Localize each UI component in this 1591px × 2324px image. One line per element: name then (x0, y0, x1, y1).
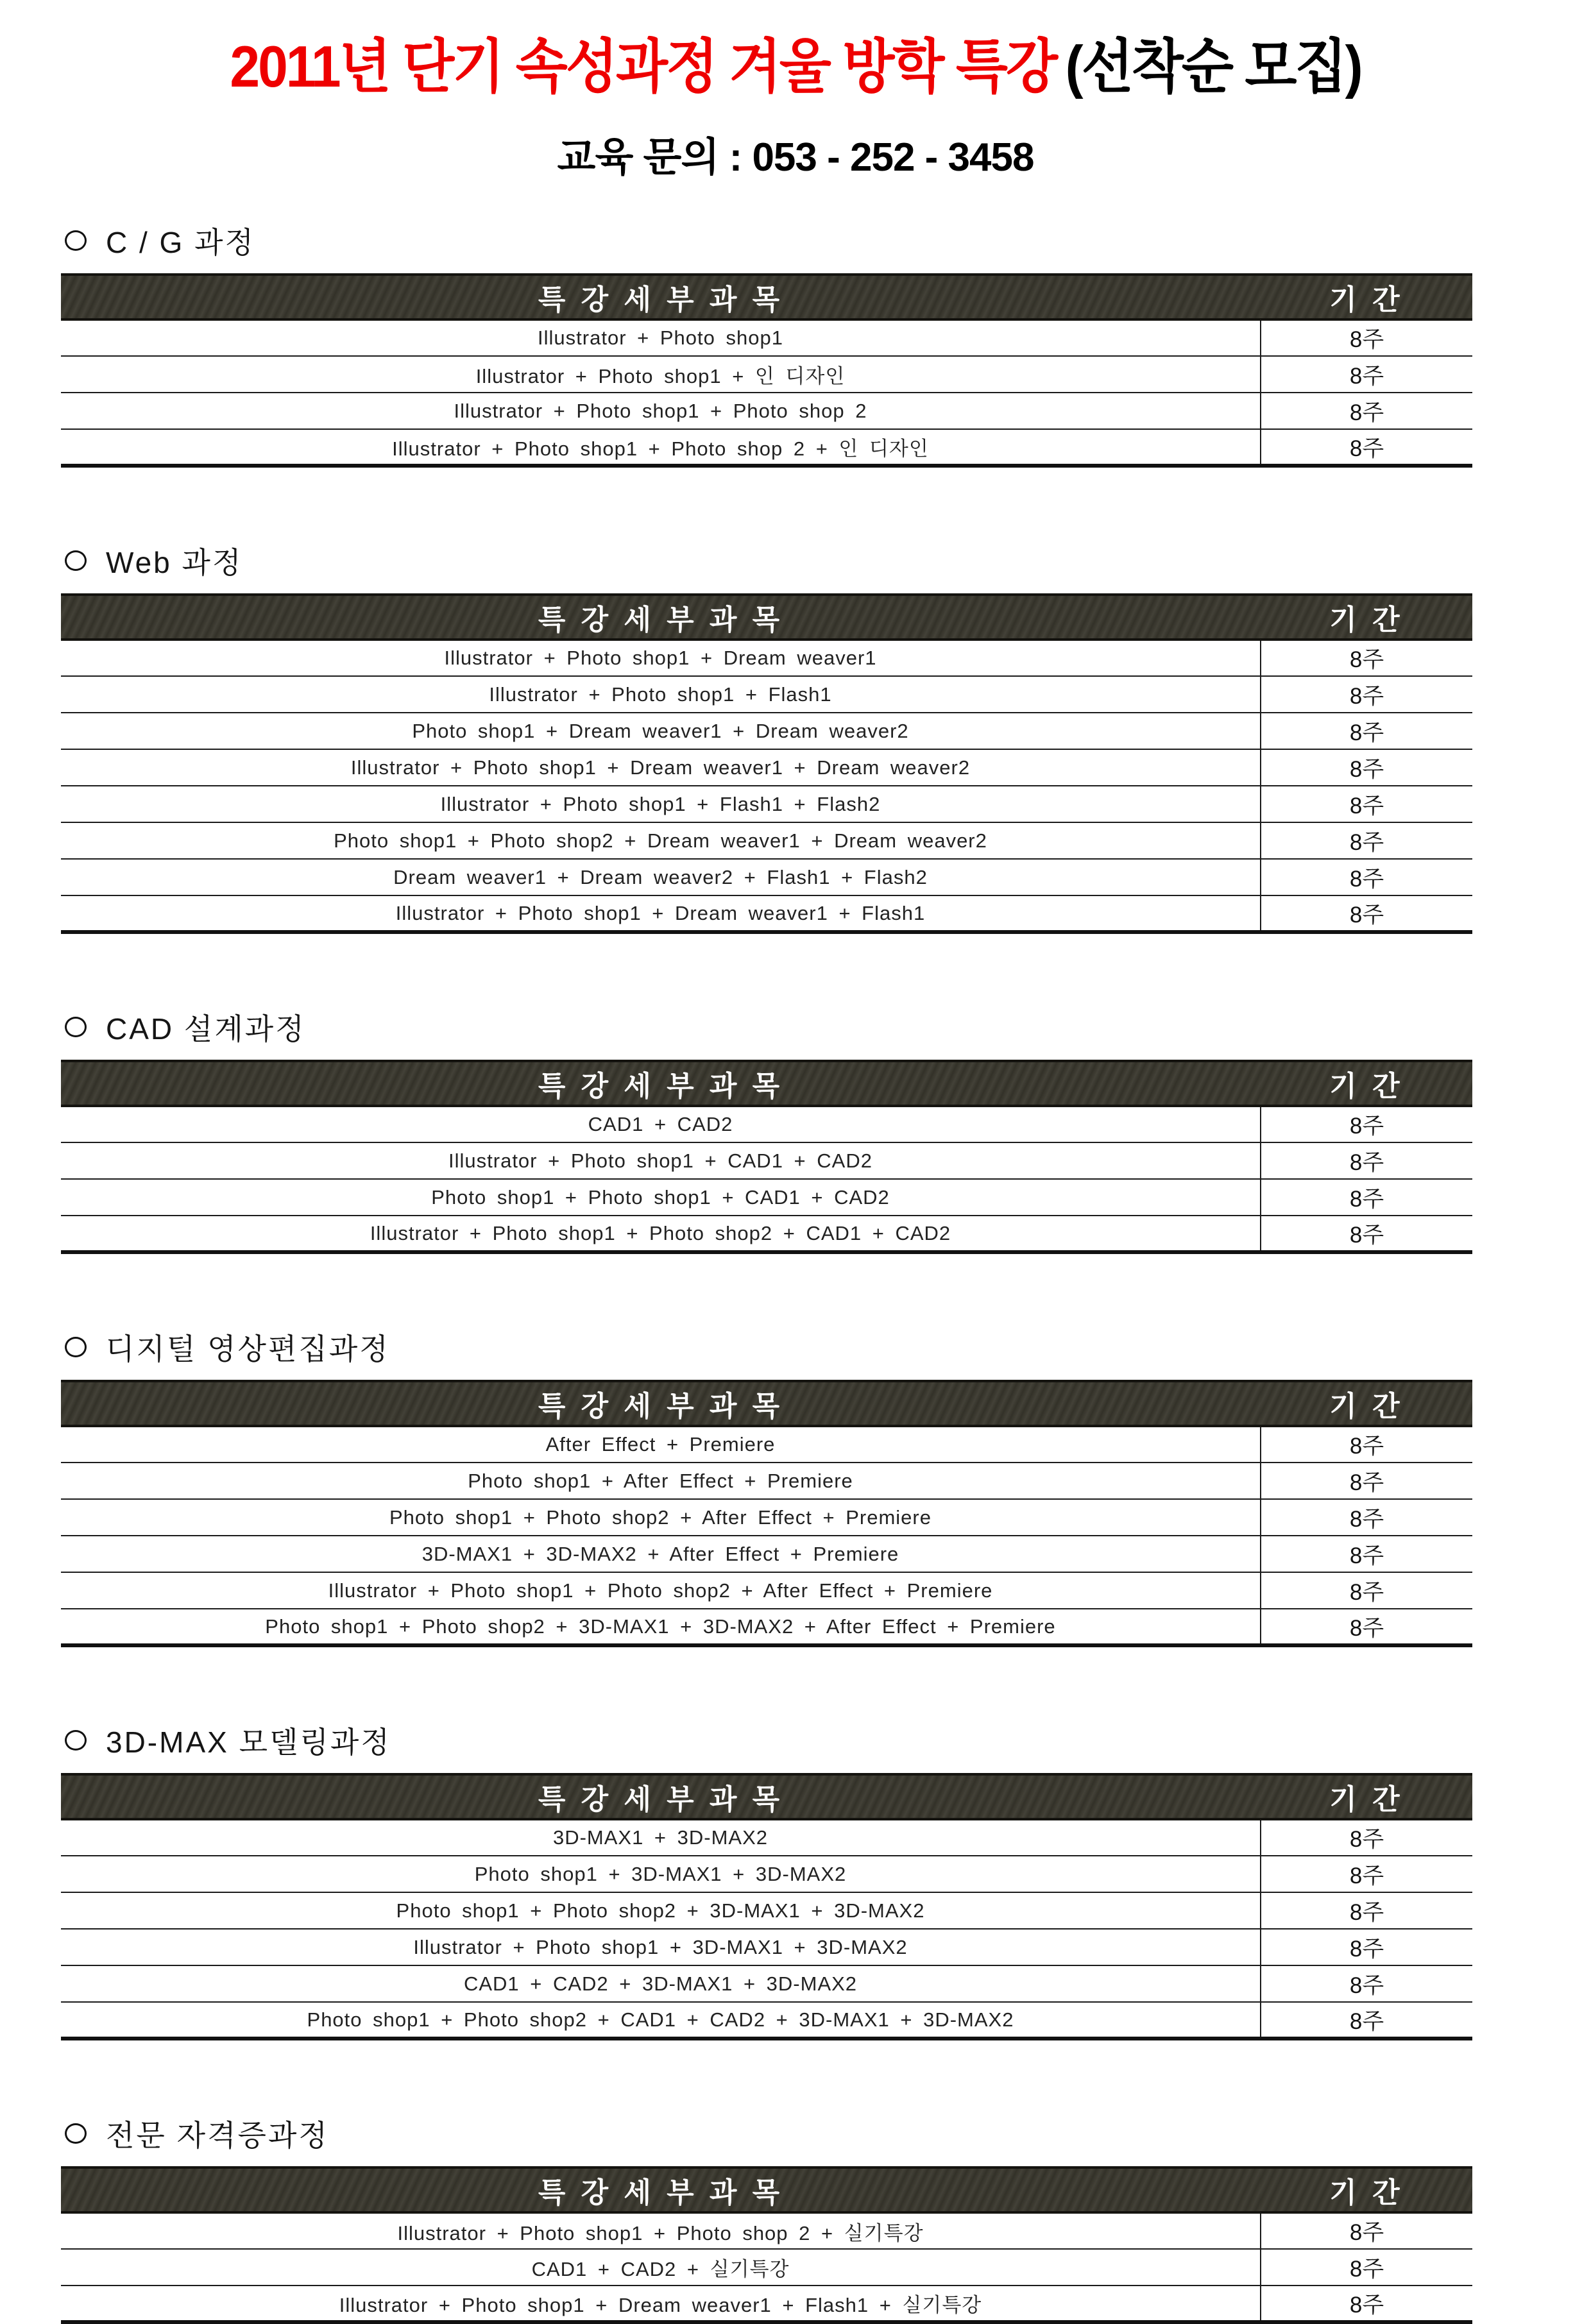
course-duration-cell: 8주 (1261, 786, 1472, 822)
course-duration-cell: 8주 (1261, 1892, 1472, 1929)
table-header-row (61, 1381, 1472, 1426)
course-subject-cell: Photo shop1 + Photo shop2 + Dream weaver1 + Dream weaver2 (61, 822, 1261, 859)
table-row (61, 2212, 1472, 2249)
course-duration-cell: 8주 (1261, 676, 1472, 713)
table-row (61, 2002, 1472, 2039)
table-row (61, 1929, 1472, 1965)
column-header-subject: 특 강 세 부 과 목 (61, 1774, 1261, 1819)
section-title (65, 1326, 1472, 1368)
course-subject-cell: Photo shop1 + Photo shop2 + 3D-MAX1 + 3D-MAX2 (61, 1892, 1261, 1929)
section-title (65, 1719, 1472, 1761)
table-row (61, 1179, 1472, 1216)
table-row (61, 2286, 1472, 2322)
table-row (61, 393, 1472, 429)
course-subject-cell: Illustrator + Photo shop1 + Photo shop 2 + 실기특강 (61, 2212, 1261, 2249)
course-section (61, 219, 1472, 468)
column-header-subject: 특 강 세 부 과 목 (61, 595, 1261, 640)
course-duration-cell: 8주 (1261, 1856, 1472, 1892)
column-header-duration: 기 간 (1261, 595, 1472, 640)
course-subject-cell: Photo shop1 + Dream weaver1 + Dream weaver2 (61, 713, 1261, 749)
course-duration-cell: 8주 (1261, 2212, 1472, 2249)
table-header-row (61, 2167, 1472, 2212)
course-subject-cell: Photo shop1 + Photo shop2 + After Effect + Premiere (61, 1499, 1261, 1536)
course-duration-cell: 8주 (1261, 1499, 1472, 1536)
course-subject-cell: Illustrator + Photo shop1 (61, 319, 1261, 356)
column-header-duration: 기 간 (1261, 1381, 1472, 1426)
course-section (61, 1006, 1472, 1254)
column-header-subject: 특 강 세 부 과 목 (61, 2167, 1261, 2212)
course-subject-cell: Illustrator + Photo shop1 + Flash1 + Flash2 (61, 786, 1261, 822)
course-duration-cell: 8주 (1261, 1609, 1472, 1645)
table-header-row (61, 1774, 1472, 1819)
contact-phone-line: 교육 문의 : 053 - 252 - 3458 (557, 135, 1034, 180)
table-row (61, 1426, 1472, 1463)
section-title (65, 539, 1472, 582)
course-table (61, 593, 1472, 934)
course-duration-cell: 8주 (1261, 1536, 1472, 1572)
course-duration-cell: 8주 (1261, 356, 1472, 393)
course-subject-cell: Illustrator + Photo shop1 + Photo shop2 + After Effect + Premiere (61, 1572, 1261, 1609)
course-section (61, 539, 1472, 934)
table-row (61, 749, 1472, 786)
circle-bullet-icon (65, 230, 87, 251)
course-duration-cell: 8주 (1261, 1572, 1472, 1609)
course-subject-cell: Photo shop1 + 3D-MAX1 + 3D-MAX2 (61, 1856, 1261, 1892)
column-header-subject: 특 강 세 부 과 목 (61, 275, 1261, 319)
course-subject-cell: Illustrator + Photo shop1 + 인 디자인 (61, 356, 1261, 393)
column-header-subject: 특 강 세 부 과 목 (61, 1061, 1261, 1106)
course-duration-cell: 8주 (1261, 1426, 1472, 1463)
table-row (61, 429, 1472, 466)
page-title-main: 2011년 단기 속성과정 겨울 방학 특강 (230, 33, 1057, 99)
table-row (61, 319, 1472, 356)
table-row (61, 1106, 1472, 1142)
course-subject-cell: Illustrator + Photo shop1 + Photo shop2 + CAD1 + CAD2 (61, 1216, 1261, 1252)
course-section (61, 1719, 1472, 2040)
table-header-row (61, 275, 1472, 319)
course-table (61, 1060, 1472, 1254)
course-subject-cell: Photo shop1 + Photo shop2 + CAD1 + CAD2 + 3D-MAX1 + 3D-MAX2 (61, 2002, 1261, 2039)
course-duration-cell: 8주 (1261, 1463, 1472, 1499)
page-title (0, 0, 1591, 101)
table-row (61, 1572, 1472, 1609)
table-row (61, 1536, 1472, 1572)
course-section (61, 1326, 1472, 1647)
section-title (65, 2112, 1472, 2155)
table-row (61, 786, 1472, 822)
section-title-label: C / G 과정 (106, 226, 255, 259)
course-subject-cell: Illustrator + Photo shop1 + Dream weaver1 + Dream weaver2 (61, 749, 1261, 786)
section-title (65, 1006, 1472, 1048)
course-subject-cell: Photo shop1 + Photo shop2 + 3D-MAX1 + 3D-MAX2 + After Effect + Premiere (61, 1609, 1261, 1645)
table-row (61, 859, 1472, 895)
table-header-row (61, 1061, 1472, 1106)
table-row (61, 1609, 1472, 1645)
table-row (61, 713, 1472, 749)
course-subject-cell: Illustrator + Photo shop1 + Photo shop 2 (61, 393, 1261, 429)
course-subject-cell: After Effect + Premiere (61, 1426, 1261, 1463)
course-section (61, 2112, 1472, 2324)
column-header-duration: 기 간 (1261, 1774, 1472, 1819)
course-duration-cell: 8주 (1261, 319, 1472, 356)
course-duration-cell: 8주 (1261, 640, 1472, 676)
circle-bullet-icon (65, 1337, 87, 1357)
course-subject-cell: Illustrator + Photo shop1 + 3D-MAX1 + 3D-MAX2 (61, 1929, 1261, 1965)
circle-bullet-icon (65, 1017, 87, 1037)
section-title-label: 전문 자격증과정 (106, 2119, 329, 2152)
course-subject-cell: 3D-MAX1 + 3D-MAX2 + After Effect + Premiere (61, 1536, 1261, 1572)
course-duration-cell: 8주 (1261, 1216, 1472, 1252)
section-title-label: 3D-MAX 모델링과정 (106, 1726, 391, 1759)
course-table (61, 1773, 1472, 2040)
course-duration-cell: 8주 (1261, 1142, 1472, 1179)
table-row (61, 1856, 1472, 1892)
course-duration-cell: 8주 (1261, 895, 1472, 932)
course-subject-cell: Illustrator + Photo shop1 + Dream weaver1 + Flash1 + 실기특강 (61, 2286, 1261, 2322)
column-header-duration: 기 간 (1261, 275, 1472, 319)
table-row (61, 1142, 1472, 1179)
table-row (61, 822, 1472, 859)
course-subject-cell: Photo shop1 + Photo shop1 + CAD1 + CAD2 (61, 1179, 1261, 1216)
course-duration-cell: 8주 (1261, 1929, 1472, 1965)
course-subject-cell: Illustrator + Photo shop1 + Dream weaver1 (61, 640, 1261, 676)
course-subject-cell: CAD1 + CAD2 + 실기특강 (61, 2249, 1261, 2286)
course-duration-cell: 8주 (1261, 713, 1472, 749)
course-subject-cell: Illustrator + Photo shop1 + Flash1 (61, 676, 1261, 713)
column-header-duration: 기 간 (1261, 1061, 1472, 1106)
course-table (61, 2166, 1472, 2324)
circle-bullet-icon (65, 1730, 87, 1751)
course-subject-cell: Illustrator + Photo shop1 + CAD1 + CAD2 (61, 1142, 1261, 1179)
course-subject-cell: 3D-MAX1 + 3D-MAX2 (61, 1819, 1261, 1856)
course-subject-cell: Illustrator + Photo shop1 + Dream weaver1 + Flash1 (61, 895, 1261, 932)
course-subject-cell: Illustrator + Photo shop1 + Photo shop 2 + 인 디자인 (61, 429, 1261, 466)
course-duration-cell: 8주 (1261, 2002, 1472, 2039)
section-title (65, 219, 1472, 262)
table-row (61, 1216, 1472, 1252)
course-duration-cell: 8주 (1261, 822, 1472, 859)
course-duration-cell: 8주 (1261, 749, 1472, 786)
course-duration-cell: 8주 (1261, 393, 1472, 429)
table-row (61, 895, 1472, 932)
table-row (61, 1499, 1472, 1536)
course-duration-cell: 8주 (1261, 1106, 1472, 1142)
circle-bullet-icon (65, 2123, 87, 2144)
course-duration-cell: 8주 (1261, 859, 1472, 895)
course-duration-cell: 8주 (1261, 1819, 1472, 1856)
table-row (61, 2249, 1472, 2286)
table-row (61, 356, 1472, 393)
course-duration-cell: 8주 (1261, 2286, 1472, 2322)
table-row (61, 1965, 1472, 2002)
course-duration-cell: 8주 (1261, 429, 1472, 466)
section-title-label: Web 과정 (106, 546, 243, 579)
circle-bullet-icon (65, 550, 87, 571)
course-subject-cell: CAD1 + CAD2 (61, 1106, 1261, 1142)
table-row (61, 1463, 1472, 1499)
course-table (61, 1380, 1472, 1647)
column-header-subject: 특 강 세 부 과 목 (61, 1381, 1261, 1426)
course-table (61, 273, 1472, 468)
course-sections (61, 219, 1472, 2324)
page-title-paren: (선착순 모집) (1065, 33, 1361, 99)
table-row (61, 1819, 1472, 1856)
course-subject-cell: Photo shop1 + After Effect + Premiere (61, 1463, 1261, 1499)
course-subject-cell: Dream weaver1 + Dream weaver2 + Flash1 + Flash2 (61, 859, 1261, 895)
course-duration-cell: 8주 (1261, 1965, 1472, 2002)
column-header-duration: 기 간 (1261, 2167, 1472, 2212)
section-title-label: CAD 설계과정 (106, 1012, 306, 1046)
course-subject-cell: CAD1 + CAD2 + 3D-MAX1 + 3D-MAX2 (61, 1965, 1261, 2002)
section-title-label: 디지털 영상편집과정 (106, 1332, 390, 1366)
table-row (61, 1892, 1472, 1929)
table-row (61, 640, 1472, 676)
table-header-row (61, 595, 1472, 640)
course-duration-cell: 8주 (1261, 1179, 1472, 1216)
course-duration-cell: 8주 (1261, 2249, 1472, 2286)
table-row (61, 676, 1472, 713)
